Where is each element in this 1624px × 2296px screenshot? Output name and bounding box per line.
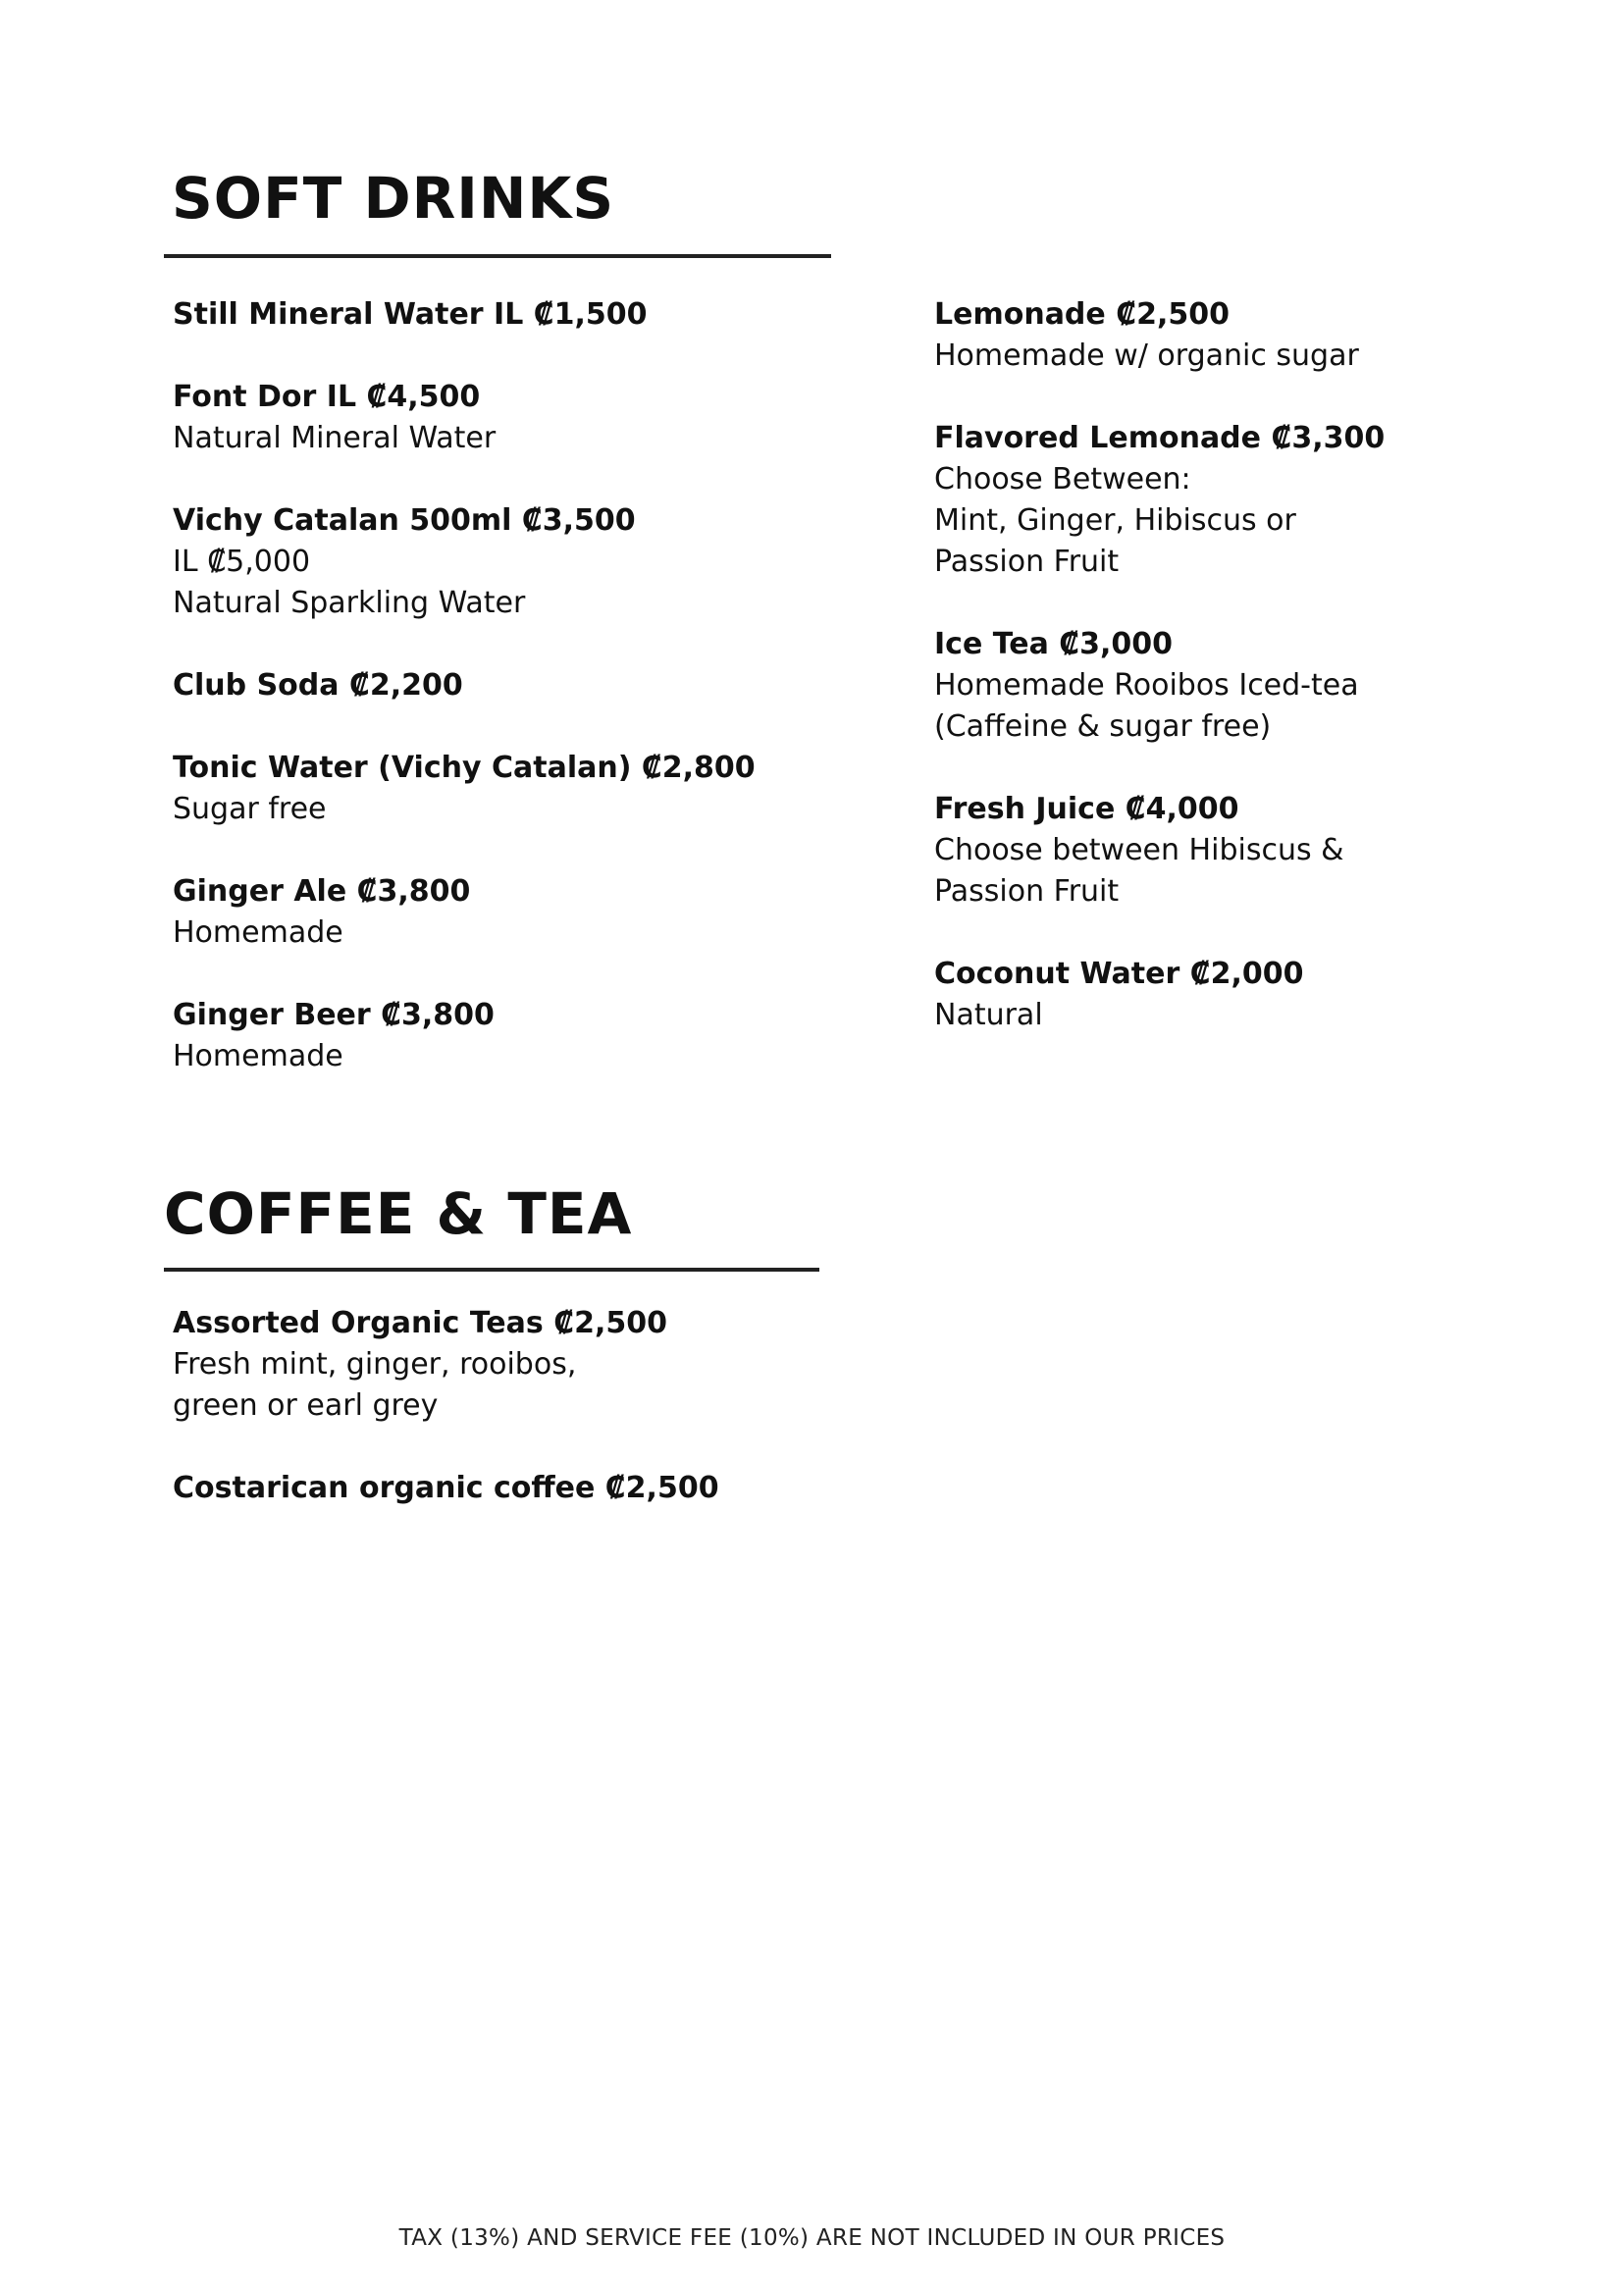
menu-item [934, 294, 1385, 377]
menu-item-description: Passion Fruit [934, 545, 1120, 579]
menu-item-description: green or earl grey [173, 1388, 439, 1423]
menu-item-name: Lemonade ₡2,500 [934, 297, 1230, 332]
menu-item-description: Homemade [173, 1039, 343, 1073]
menu-item-description: Fresh mint, ginger, rooibos, [173, 1347, 577, 1382]
menu-item-description: Homemade Rooibos Iced-tea [934, 668, 1359, 703]
menu-item-name: Club Soda ₡2,200 [173, 668, 463, 703]
menu-item-description: Sugar free [173, 792, 327, 826]
menu-item-name: Flavored Lemonade ₡3,300 [934, 421, 1386, 455]
menu-item-description: Passion Fruit [934, 874, 1120, 909]
menu-item-description: Mint, Ginger, Hibiscus or [934, 503, 1296, 538]
menu-item-name: Vichy Catalan 500ml ₡3,500 [173, 503, 636, 538]
menu-item-description: IL ₡5,000 [173, 545, 311, 579]
menu-item [173, 294, 756, 336]
menu-item [173, 871, 756, 954]
menu-item-name: Still Mineral Water IL ₡1,500 [173, 297, 648, 332]
menu-item [173, 1303, 719, 1427]
menu-item [934, 954, 1385, 1036]
soft-drinks-right-column [934, 294, 1385, 1077]
menu-item [934, 418, 1385, 583]
menu-item-description: Homemade w/ organic sugar [934, 339, 1359, 373]
menu-item-name: Tonic Water (Vichy Catalan) ₡2,800 [173, 751, 756, 785]
menu-item [173, 665, 756, 706]
soft-drinks-title: SOFT DRINKS [172, 165, 615, 232]
menu-item-description: Choose between Hibiscus & [934, 833, 1344, 867]
tax-notice: TAX (13%) AND SERVICE FEE (10%) ARE NOT INCLUDED IN OUR PRICES [398, 2225, 1226, 2251]
menu-item [934, 789, 1385, 913]
coffee-tea-column [173, 1303, 719, 1550]
coffee-tea-title: COFFEE & TEA [164, 1180, 633, 1247]
soft-drinks-left-column [173, 294, 756, 1119]
menu-item-name: Font Dor IL ₡4,500 [173, 380, 481, 414]
menu-item-description: Natural Sparkling Water [173, 586, 526, 620]
menu-item [173, 1468, 719, 1509]
soft-drinks-divider [164, 254, 831, 258]
coffee-tea-divider [164, 1268, 819, 1272]
menu-item-description: Homemade [173, 915, 343, 950]
menu-item [173, 377, 756, 459]
menu-item [173, 748, 756, 830]
menu-item-description: Choose Between: [934, 462, 1191, 496]
menu-item-name: Ice Tea ₡3,000 [934, 627, 1174, 661]
menu-item-description: Natural [934, 998, 1043, 1032]
menu-item-description: Natural Mineral Water [173, 421, 497, 455]
menu-item-name: Costarican organic coffee ₡2,500 [173, 1471, 719, 1505]
menu-item-name: Assorted Organic Teas ₡2,500 [173, 1306, 667, 1340]
menu-item-name: Ginger Ale ₡3,800 [173, 874, 471, 909]
menu-item-name: Fresh Juice ₡4,000 [934, 792, 1239, 826]
menu-item-name: Ginger Beer ₡3,800 [173, 998, 495, 1032]
menu-item-description: (Caffeine & sugar free) [934, 709, 1272, 744]
menu-item-name: Coconut Water ₡2,000 [934, 957, 1304, 991]
menu-item [173, 995, 756, 1077]
menu-item [934, 624, 1385, 748]
menu-item [173, 500, 756, 624]
